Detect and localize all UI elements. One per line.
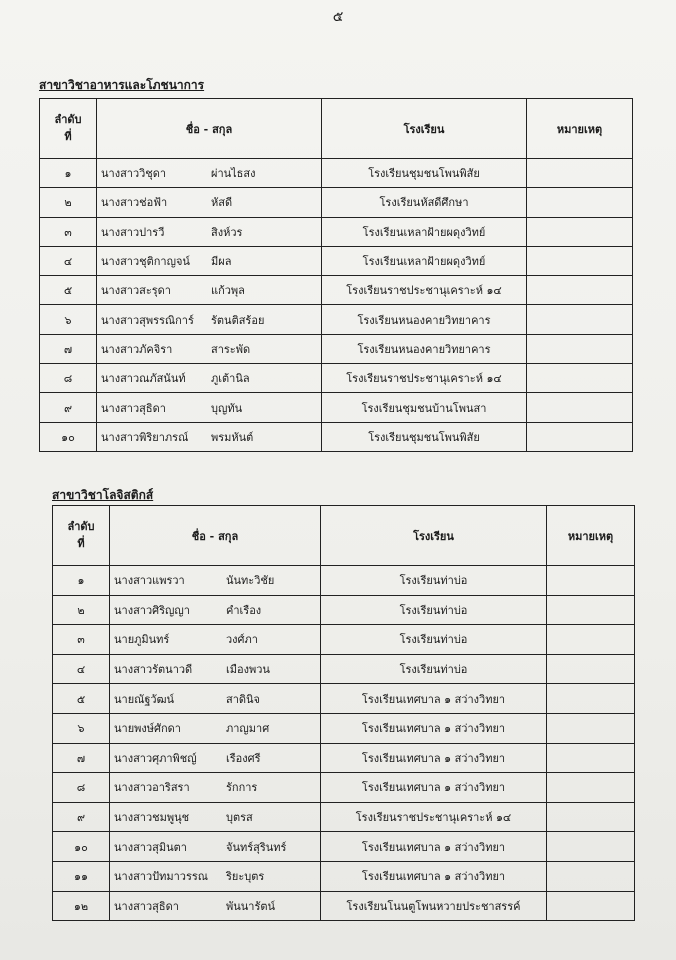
table-row bbox=[40, 276, 633, 305]
school-cell: โรงเรียนท่าบ่อ bbox=[321, 566, 547, 596]
remark-cell bbox=[527, 276, 633, 305]
table-row bbox=[53, 684, 635, 714]
table-row bbox=[53, 743, 635, 773]
row-number: ๙ bbox=[40, 393, 97, 422]
row-number: ๑๐ bbox=[40, 422, 97, 451]
remark-cell bbox=[527, 217, 633, 246]
row-number: ๗ bbox=[40, 334, 97, 363]
remark-cell bbox=[527, 334, 633, 363]
remark-cell bbox=[547, 713, 635, 743]
school-cell: โรงเรียนหัสดีศึกษา bbox=[322, 188, 527, 217]
full-name-cell bbox=[110, 654, 321, 684]
remark-cell bbox=[547, 832, 635, 862]
table-header-row bbox=[53, 506, 635, 566]
last-name: พันนารัตน์ bbox=[226, 899, 276, 913]
last-name: เรืองศรี bbox=[226, 751, 261, 765]
header-remark: หมายเหตุ bbox=[547, 506, 635, 566]
full-name-cell bbox=[97, 334, 322, 363]
full-name-cell bbox=[97, 246, 322, 275]
remark-cell bbox=[527, 393, 633, 422]
last-name: เมืองพวน bbox=[226, 663, 270, 677]
school-cell: โรงเรียนโนนตูโพนหวายประชาสรรค์ bbox=[321, 891, 547, 921]
full-name-cell bbox=[97, 393, 322, 422]
remark-cell bbox=[547, 861, 635, 891]
full-name-cell bbox=[110, 595, 321, 625]
remark-cell bbox=[527, 305, 633, 334]
school-cell: โรงเรียนหนองคายวิทยาคาร bbox=[322, 334, 527, 363]
full-name-cell bbox=[97, 217, 322, 246]
row-number: ๔ bbox=[40, 246, 97, 275]
row-number: ๖ bbox=[53, 713, 110, 743]
last-name: บุญทัน bbox=[211, 401, 243, 415]
first-name: นางสาวศิริญญา bbox=[114, 603, 190, 617]
table-food-nutrition bbox=[39, 98, 633, 452]
remark-cell bbox=[547, 802, 635, 832]
school-cell: โรงเรียนท่าบ่อ bbox=[321, 595, 547, 625]
full-name-cell bbox=[110, 832, 321, 862]
full-name-cell bbox=[110, 684, 321, 714]
last-name: สาดินิจ bbox=[226, 692, 260, 706]
last-name: วงศ์ภา bbox=[226, 633, 258, 647]
table-row bbox=[53, 595, 635, 625]
table-row bbox=[40, 393, 633, 422]
remark-cell bbox=[527, 422, 633, 451]
last-name: สิงห์วร bbox=[211, 225, 243, 239]
remark-cell bbox=[527, 364, 633, 393]
last-name: ภูเต้านิล bbox=[211, 372, 250, 386]
table-row bbox=[40, 334, 633, 363]
school-cell: โรงเรียนเทศบาล ๑ สว่างวิทยา bbox=[321, 861, 547, 891]
first-name: นางสาวชุติกาญจน์ bbox=[101, 255, 190, 269]
full-name-cell bbox=[110, 861, 321, 891]
last-name: ภาญมาศ bbox=[226, 722, 270, 736]
first-name: นางสาวปารวี bbox=[101, 225, 165, 239]
remark-cell bbox=[547, 625, 635, 655]
row-number: ๘ bbox=[40, 364, 97, 393]
first-name: นางสาวแพรวา bbox=[114, 574, 185, 588]
first-name: นายภูมินทร์ bbox=[114, 633, 170, 647]
table-header-row bbox=[40, 99, 633, 159]
full-name-cell bbox=[97, 422, 322, 451]
first-name: นางสาวณภัสนันท์ bbox=[101, 372, 186, 386]
full-name-cell bbox=[110, 743, 321, 773]
row-number: ๓ bbox=[53, 625, 110, 655]
table-row bbox=[53, 625, 635, 655]
table-row bbox=[53, 566, 635, 596]
last-name: นันทะวิชัย bbox=[226, 574, 275, 588]
remark-cell bbox=[547, 891, 635, 921]
header-name: ชื่อ - สกุล bbox=[97, 99, 322, 159]
table-row bbox=[53, 891, 635, 921]
full-name-cell bbox=[110, 625, 321, 655]
table-row bbox=[40, 217, 633, 246]
school-cell: โรงเรียนเทศบาล ๑ สว่างวิทยา bbox=[321, 743, 547, 773]
row-number: ๓ bbox=[40, 217, 97, 246]
last-name: รักการ bbox=[226, 781, 258, 795]
row-number: ๑๐ bbox=[53, 832, 110, 862]
header-remark: หมายเหตุ bbox=[527, 99, 633, 159]
remark-cell bbox=[527, 159, 633, 188]
row-number: ๗ bbox=[53, 743, 110, 773]
header-name: ชื่อ - สกุล bbox=[110, 506, 321, 566]
row-number: ๑ bbox=[53, 566, 110, 596]
last-name: ผ่านไธสง bbox=[211, 167, 256, 181]
school-cell: โรงเรียนเหลาฝ้ายผดุงวิทย์ bbox=[322, 217, 527, 246]
header-school: โรงเรียน bbox=[322, 99, 527, 159]
first-name: นางสาวช่อฟ้า bbox=[101, 196, 168, 210]
row-number: ๙ bbox=[53, 802, 110, 832]
row-number: ๕ bbox=[40, 276, 97, 305]
school-cell: โรงเรียนท่าบ่อ bbox=[321, 654, 547, 684]
table-row bbox=[40, 305, 633, 334]
table-row bbox=[53, 654, 635, 684]
full-name-cell bbox=[97, 159, 322, 188]
full-name-cell bbox=[110, 773, 321, 803]
school-cell: โรงเรียนเทศบาล ๑ สว่างวิทยา bbox=[321, 713, 547, 743]
first-name: นายพงษ์ศักดา bbox=[114, 722, 181, 736]
header-school: โรงเรียน bbox=[321, 506, 547, 566]
full-name-cell bbox=[110, 802, 321, 832]
table-row bbox=[40, 364, 633, 393]
first-name: นางสาวสุธิดา bbox=[114, 899, 179, 913]
remark-cell bbox=[547, 773, 635, 803]
school-cell: โรงเรียนหนองคายวิทยาคาร bbox=[322, 305, 527, 334]
full-name-cell bbox=[97, 305, 322, 334]
table-row bbox=[40, 246, 633, 275]
first-name: นางสาวอาริสรา bbox=[114, 781, 190, 795]
last-name: ริยะบุตร bbox=[226, 870, 265, 884]
table-row bbox=[53, 773, 635, 803]
first-name: นางสาววิชุดา bbox=[101, 167, 167, 181]
row-number: ๑๑ bbox=[53, 861, 110, 891]
last-name: คำเรือง bbox=[226, 603, 262, 617]
last-name: สาระพัด bbox=[211, 342, 251, 356]
first-name: นางสาวพิริยาภรณ์ bbox=[101, 430, 189, 444]
last-name: บุตรส bbox=[226, 811, 253, 825]
first-name: นางสาวภัคจิรา bbox=[101, 342, 173, 356]
table-row bbox=[53, 832, 635, 862]
school-cell: โรงเรียนราชประชานุเคราะห์ ๑๔ bbox=[322, 364, 527, 393]
remark-cell bbox=[547, 684, 635, 714]
first-name: นางสาวสุมินตา bbox=[114, 840, 187, 854]
school-cell: โรงเรียนชุมชนโพนพิสัย bbox=[322, 422, 527, 451]
remark-cell bbox=[547, 566, 635, 596]
full-name-cell bbox=[97, 276, 322, 305]
row-number: ๘ bbox=[53, 773, 110, 803]
school-cell: โรงเรียนเทศบาล ๑ สว่างวิทยา bbox=[321, 773, 547, 803]
table-row bbox=[40, 188, 633, 217]
last-name: พรมหันต์ bbox=[211, 430, 254, 444]
last-name: มีผล bbox=[211, 255, 232, 269]
school-cell: โรงเรียนท่าบ่อ bbox=[321, 625, 547, 655]
last-name: หัสดี bbox=[211, 196, 233, 210]
row-number: ๒ bbox=[53, 595, 110, 625]
full-name-cell bbox=[110, 891, 321, 921]
table-logistics bbox=[52, 505, 635, 921]
table-row bbox=[53, 802, 635, 832]
school-cell: โรงเรียนเทศบาล ๑ สว่างวิทยา bbox=[321, 684, 547, 714]
first-name: นางสาวปัทมาวรรณ bbox=[114, 870, 208, 884]
full-name-cell bbox=[97, 188, 322, 217]
section-title-food-nutrition: สาขาวิชาอาหารและโภชนาการ bbox=[39, 78, 205, 92]
first-name: นางสาวรัตนาวดี bbox=[114, 663, 193, 677]
row-number: ๕ bbox=[53, 684, 110, 714]
remark-cell bbox=[527, 246, 633, 275]
row-number: ๑๒ bbox=[53, 891, 110, 921]
remark-cell bbox=[547, 743, 635, 773]
remark-cell bbox=[547, 654, 635, 684]
full-name-cell bbox=[97, 364, 322, 393]
last-name: แก้วพุล bbox=[211, 284, 245, 298]
school-cell: โรงเรียนชุมชนบ้านโพนสา bbox=[322, 393, 527, 422]
row-number: ๖ bbox=[40, 305, 97, 334]
section-title-logistics: สาขาวิชาโลจิสติกส์ bbox=[52, 488, 154, 502]
header-no: ลำดับ ที่ bbox=[40, 99, 97, 159]
first-name: นางสาวศุภาพิชญ์ bbox=[114, 751, 197, 765]
full-name-cell bbox=[110, 566, 321, 596]
first-name: นายณัฐวัฒน์ bbox=[114, 692, 175, 706]
table-row bbox=[40, 422, 633, 451]
school-cell: โรงเรียนราชประชานุเคราะห์ ๑๔ bbox=[321, 802, 547, 832]
table-row bbox=[40, 159, 633, 188]
header-no: ลำดับ ที่ bbox=[53, 506, 110, 566]
row-number: ๑ bbox=[40, 159, 97, 188]
school-cell: โรงเรียนราชประชานุเคราะห์ ๑๔ bbox=[322, 276, 527, 305]
last-name: รัตนติสร้อย bbox=[211, 313, 265, 327]
first-name: นางสาวสุธิดา bbox=[101, 401, 166, 415]
full-name-cell bbox=[110, 713, 321, 743]
remark-cell bbox=[547, 595, 635, 625]
remark-cell bbox=[527, 188, 633, 217]
table-row bbox=[53, 861, 635, 891]
page-number: ๕ bbox=[332, 9, 344, 25]
row-number: ๒ bbox=[40, 188, 97, 217]
first-name: นางสาวชมพูนุช bbox=[114, 811, 190, 825]
first-name: นางสาวสุพรรณิการ์ bbox=[101, 313, 194, 327]
school-cell: โรงเรียนชุมชนโพนพิสัย bbox=[322, 159, 527, 188]
school-cell: โรงเรียนเทศบาล ๑ สว่างวิทยา bbox=[321, 832, 547, 862]
first-name: นางสาวสะรุดา bbox=[101, 284, 171, 298]
row-number: ๔ bbox=[53, 654, 110, 684]
last-name: จันทร์สุรินทร์ bbox=[226, 840, 287, 854]
school-cell: โรงเรียนเหลาฝ้ายผดุงวิทย์ bbox=[322, 246, 527, 275]
table-row bbox=[53, 713, 635, 743]
